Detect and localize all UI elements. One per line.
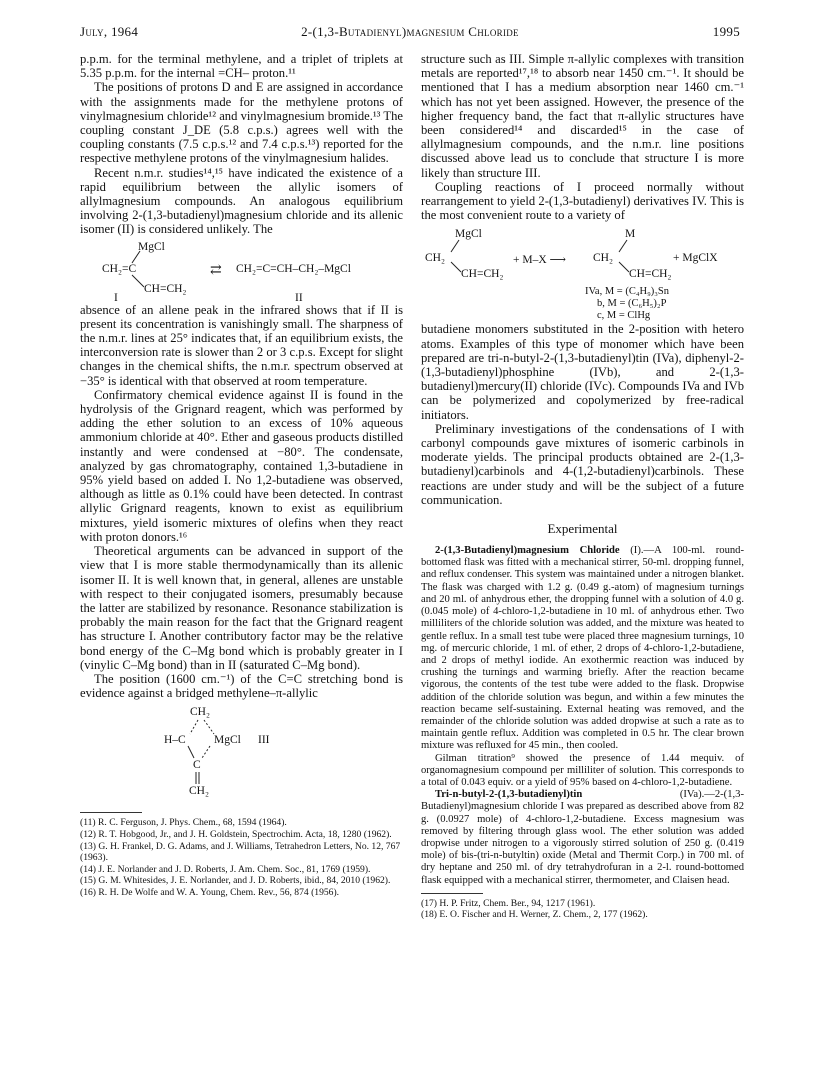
experimental-text: (I).—A 100-ml. round-bottomed flask was fitted with a mechanical stirrer, 50-ml. dropping funnel, and reflux condenser. This system was maintained under a nitrogen blanket. The flask was charged with 1.2 g. (0.49 g.-atom) of magnesium turnings and 20 ml. of anhydrous ether, the dropping funnel with a solution of 4.0 g. (0.045 mole) of 4-chloro-1,2-butadiene in 10 ml. of anhydrous ether. Two milliliters of the chloride solution was added, and the mixture was heated to gentle reflux. In a small test tube were placed three magnesium turnings, 10 mg. of mercuric chloride, 1 ml. of ether, 2 drops of 4-chloro-1,2-butadiene, and 2 drops of methyl iodide. An exothermic reaction was induced by crushing the turnings and warming briefly. After the reaction became vigorous, the contents of the test tube were added to the flask. Dropwise addition of the chloride solution was begun, and within a few minutes the reaction became self-sustaining. External heating was removed, and the remainder of the chloride solution was added dropwise at such a rate as to maintain gentle reflux. Addition was completed in 0.5 hr. The clear brown mixture was refluxed for 45 min., then cooled. — [421, 545, 744, 752]
structure-label-III: III — [258, 734, 270, 747]
ch2-bottom-label: CH₂ — [189, 785, 209, 798]
footnote: (13) G. H. Frankel, D. G. Adams, and J. Williams, Tetrahedron Letters, No. 12, 767 (1963). — [80, 840, 401, 864]
footnotes-right — [421, 898, 744, 921]
experimental-section — [421, 545, 744, 887]
footnote: (14) J. E. Norlander and J. D. Roberts, J. Am. Chem. Soc., 81, 1769 (1959). — [80, 863, 371, 875]
paragraph: structure such as III. Simple π-allylic complexes with transition metals are reported¹⁷,¹⁸ to absorb near 1450 cm.⁻¹. It should be mentioned that I has a medium absorption near 1460 cm.⁻¹ which has not yet been assigned. However, the presence of the higher frequency band, the fact that π-allylic structures have been considered¹⁴ and discarded¹⁵ in the case of allylmagnesium compounds, and the n.m.r. line positions discussed above lead us to conclude that structure I is more likely than structure III. — [421, 52, 744, 180]
structure-label-I: I — [114, 291, 118, 304]
ch2-right-label: CH₂ — [593, 252, 613, 265]
byproduct-mgclx: + MgClX — [673, 252, 718, 265]
mgcl-label: MgCl — [455, 228, 482, 241]
chch2-right-label: CH=CH₂ — [629, 268, 672, 281]
paragraph: Preliminary investigations of the condensations of I with carbonyl compounds gave mixtures of isomeric carbinols in moderate yields. The principal products obtained are 2-(1,3-butadienyl)carbinols and 4-(1,2-butadienyl)carbinols. These reactions are under study and will be the subject of a future communication. — [421, 421, 744, 507]
compound-title: Tri-n-butyl-2-(1,3-butadienyl)tin — [435, 789, 583, 801]
paragraph: Recent n.m.r. studies¹⁴,¹⁵ have indicated the existence of a rapid equilibrium between the allylic isomers of allylmagnesium compounds. An analogous equilibrium involving 2-(1,3-butadienyl)magnesium chloride and its allenic isomer (II) is considered unlikely. The — [80, 165, 403, 237]
section-heading: Experimental — [547, 521, 618, 537]
footnotes-left — [80, 817, 403, 898]
ch2-left-label: CH₂ — [425, 252, 445, 265]
compound-title: 2-(1,3-Butadienyl)magnesium Chloride — [435, 545, 620, 557]
paragraph: Confirmatory chemical evidence against II is found in the hydrolysis of the Grignard reagent, which was performed by adding the ether solution to an excess of 10% aqueous ammonium chloride at 40°. Ether and gaseous products distilled instantly and were condensed at −80°. The condensate, analyzed by gas chromatography, contained 1,3-butadiene in 95% yield based on added I. No 1,2-butadiene was observed, although as little as 0.1% could have been detected. In contrast allylic Grignard reagents, known to exist as equilibrium mixtures, yield isomeric mixtures of olefins when they react with proton donors.¹⁶ — [80, 387, 403, 544]
ch2c-label: CH₂=C — [102, 262, 137, 275]
footnote: (18) E. O. Fischer and H. Werner, Z. Chem., 2, 177 (1962). — [421, 909, 648, 921]
running-header — [80, 24, 740, 42]
m-label: M — [625, 228, 636, 241]
footnote-rule — [421, 893, 483, 894]
footnote: (15) G. M. Whitesides, J. E. Norlander, and J. D. Roberts, ibid., 84, 2010 (1962). — [80, 875, 391, 887]
paragraph: The position (1600 cm.⁻¹) of the C=C stretching bond is evidence against a bridged methylene–π-allylic — [80, 671, 403, 701]
reagent-mx: + M–X ⟶ — [513, 254, 567, 267]
bond-lines — [80, 706, 403, 798]
chch2-left-label: CH=CH₂ — [461, 268, 504, 281]
equilibrium-arrow: ⇄ — [210, 262, 222, 278]
paragraph: butadiene monomers substituted in the 2-position with hetero atoms. Examples of this type of monomer which have been prepared are tri-n-butyl-2-(1,3-butadienyl)tin (IVa), diphenyl-2-(1,3-butadienyl)phosphine (IVb), and 2-(1,3-butadienyl)mercury(II) chloride (IVc). Compounds IVa and IVb can be polymerized and copolymerized by free-radical initiators. — [421, 322, 744, 422]
experimental-text: (IVa).—2-(1,3-Butadienyl)magnesium chloride I was prepared as described above from 82 g. (0.0927 mole) of 4-chloro-1,2-butadiene. Excess magnesium was removed by filtering through glass wool. The ether solution was added dropwise under nitrogen to a vigorously stirred solution of 250 g. (0.419 mole) of bis-(tri-n-butyltin) oxide (Metal and Thermit Corp.) in 700 ml. of dry heptane and 250 ml. of dry tetrahydrofuran in a 2-l. round-bottomed flask equipped with a mechanical stirrer, thermometer, and Claisen head. — [421, 789, 744, 886]
paragraph: Theoretical arguments can be advanced in support of the view that I is more stable thermodynamically than its allenic isomer II. It is well known that, in general, allenes are unstable with respect to their conjugated isomers, presumably because the latter are stabilized by resonance. Resonance stabilization is probably the main reason for the fact that the Grignard reagent has structure I. Another contributory factor may be the relative bond energy of the C–Mg bond which is probably greater in I (vinylic C–Mg bond) than in II (saturated C–Mg bond). — [80, 544, 403, 672]
mgcl-label: MgCl — [138, 240, 165, 253]
ch2-top-label: CH₂ — [190, 706, 210, 719]
paragraph: Coupling reactions of I proceed normally without rearrangement to yield 2-(1,3-butadienyl) derivatives IV. This is the most convenient route to a variety of — [421, 179, 744, 223]
footnote-rule — [80, 812, 142, 813]
paragraph: The positions of protons D and E are assigned in accordance with the assignments made for the methylene protons of vinylmagnesium chloride¹² and vinylmagnesium bromide.¹³ The coupling constant J_DE (5.8 c.p.s.) agrees well with the coupling constants (7.5 c.p.s.¹² and 7.4 c.p.s.¹³) reported for the respective methylene protons of the vinylmagnesium halides. — [80, 80, 403, 166]
iva-definition: IVa, M = (C₄H₉)₃Sn — [585, 286, 669, 298]
paragraph: p.p.m. for the terminal methylene, and a triplet of triplets at 5.35 p.p.m. for the internal =CH– proton.¹¹ — [80, 52, 403, 81]
page-number: 1995 — [712, 24, 740, 39]
footnote: (16) R. H. De Wolfe and W. A. Young, Chem. Rev., 56, 874 (1956). — [80, 886, 340, 898]
structure-label-II: II — [295, 291, 303, 304]
footnote: (11) R. C. Ferguson, J. Phys. Chem., 68, 1594 (1964). — [80, 817, 287, 829]
right-column — [421, 52, 744, 921]
paragraph: absence of an allene peak in the infrared shows that if II is present its concentration is vanishingly small. The sharpness of the n.m.r. lines at 25° indicates that, if an equilibrium exists, the interconversion rate is slower than 2 or 3 c.p.s. Except for slight changes in the chemical shifts, the n.m.r. spectrum observed at −35° is identical with that observed at room temperature. — [80, 302, 403, 388]
footnote: (12) R. T. Hobgood, Jr., and J. H. Goldstein, Spectrochim. Acta, 18, 1280 (1962). — [80, 828, 392, 840]
structure-III — [80, 706, 403, 798]
header-title: 2-(1,3-Butadienyl)magnesium Chloride — [301, 24, 519, 39]
paragraph: Gilman titration⁹ showed the presence of 1.44 mequiv. of organomagnesium compound per milliliter of solution. This corresponds to a total of 0.043 equiv. or a yield of 95% based on 4-chloro-1,2-butadiene. — [421, 752, 744, 788]
mgcl-label: MgCl — [214, 734, 241, 747]
ivc-definition: c, M = ClHg — [597, 310, 651, 322]
ivb-definition: b, M = (C₆H₅)₂P — [597, 298, 667, 310]
left-column — [80, 52, 403, 898]
allene-formula: CH₂=C=CH–CH₂–MgCl — [236, 262, 351, 275]
structure-coupling-reaction — [421, 228, 744, 322]
chch2-label: CH=CH₂ — [144, 282, 187, 295]
header-date: July, 1964 — [80, 24, 139, 39]
footnote: (17) H. P. Fritz, Chem. Ber., 94, 1217 (1961). — [421, 897, 596, 909]
hc-label: H–C — [164, 734, 186, 747]
structure-equilibrium — [80, 241, 403, 303]
c-label: C — [193, 759, 201, 772]
